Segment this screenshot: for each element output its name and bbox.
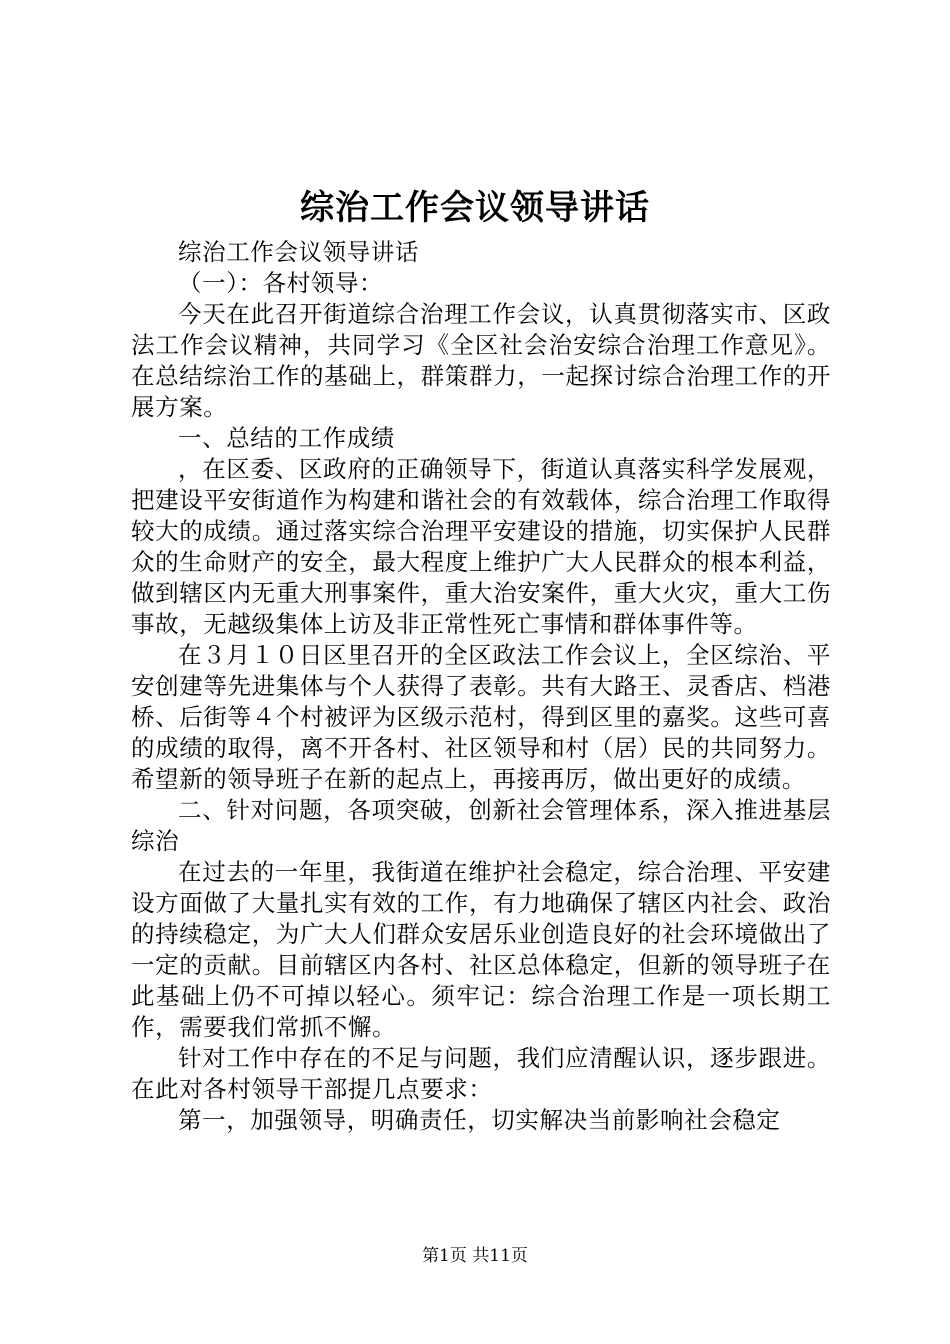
paragraph-achievements: ，在区委、区政府的正确领导下，街道认真落实科学发展观，把建设平安街道作为构建和谐社会的有效载体，综合治理工作取得较大的成绩。通过落实综合治理平安建设的措施，切实保护人民群众的生命财产的安全，最大程度上维护广大人民群众的根本利益，做到辖区内无重大刑事案件，重大治安案件，重大火灾，重大工伤事故，无越级集体上访及非正常性死亡事情和群体事件等。	[131, 455, 831, 638]
paragraph-past-year: 在过去的一年里，我街道在维护社会稳定，综合治理、平安建设方面做了大量扎实有效的工作，有力地确保了辖区内社会、政治的持续稳定，为广大人们群众安居乐业创造良好的社会环境做出了一定的贡献。目前辖区内各村、社区总体稳定，但新的领导班子在此基础上仍不可掉以轻心。须牢记：综合治理工作是一项长期工作，需要我们常抓不懈。	[131, 858, 831, 1041]
section-heading-achievements: 一、总结的工作成绩	[178, 424, 395, 452]
paragraph-salutation: （一）：各村领导：	[178, 269, 384, 297]
paragraph-first-point: 第一，加强领导，明确责任，切实解决当前影响社会稳定	[178, 1106, 781, 1134]
page-number-footer: 第1页 共11页	[422, 1246, 528, 1266]
document-title: 综治工作会议领导讲话	[300, 188, 650, 228]
document-body	[131, 237, 831, 1136]
paragraph-commendation: 在３月１０日区里召开的全区政法工作会议上，全区综治、平安创建等先进集体与个人获得了表彰。共有大路王、灵香店、档港桥、后街等４个村被评为区级示范村，得到区里的嘉奖。这些可喜的成绩的取得，离不开各村、社区领导和村（居）民的共同努力。希望新的领导班子在新的起点上，再接再厉，做出更好的成绩。	[131, 641, 831, 793]
paragraph-heading-repeat: 综治工作会议领导讲话	[178, 238, 419, 266]
paragraph-requirements: 针对工作中存在的不足与问题，我们应清醒认识，逐步跟进。在此对各村领导干部提几点要求：	[131, 1044, 831, 1103]
paragraph-intro: 今天在此召开街道综合治理工作会议，认真贯彻落实市、区政法工作会议精神，共同学习《全区社会治安综合治理工作意见》。在总结综治工作的基础上，群策群力，一起探讨综合治理工作的开展方案。	[131, 300, 831, 421]
section-heading-problems: 二、针对问题，各项突破，创新社会管理体系，深入推进基层综治	[131, 796, 831, 855]
